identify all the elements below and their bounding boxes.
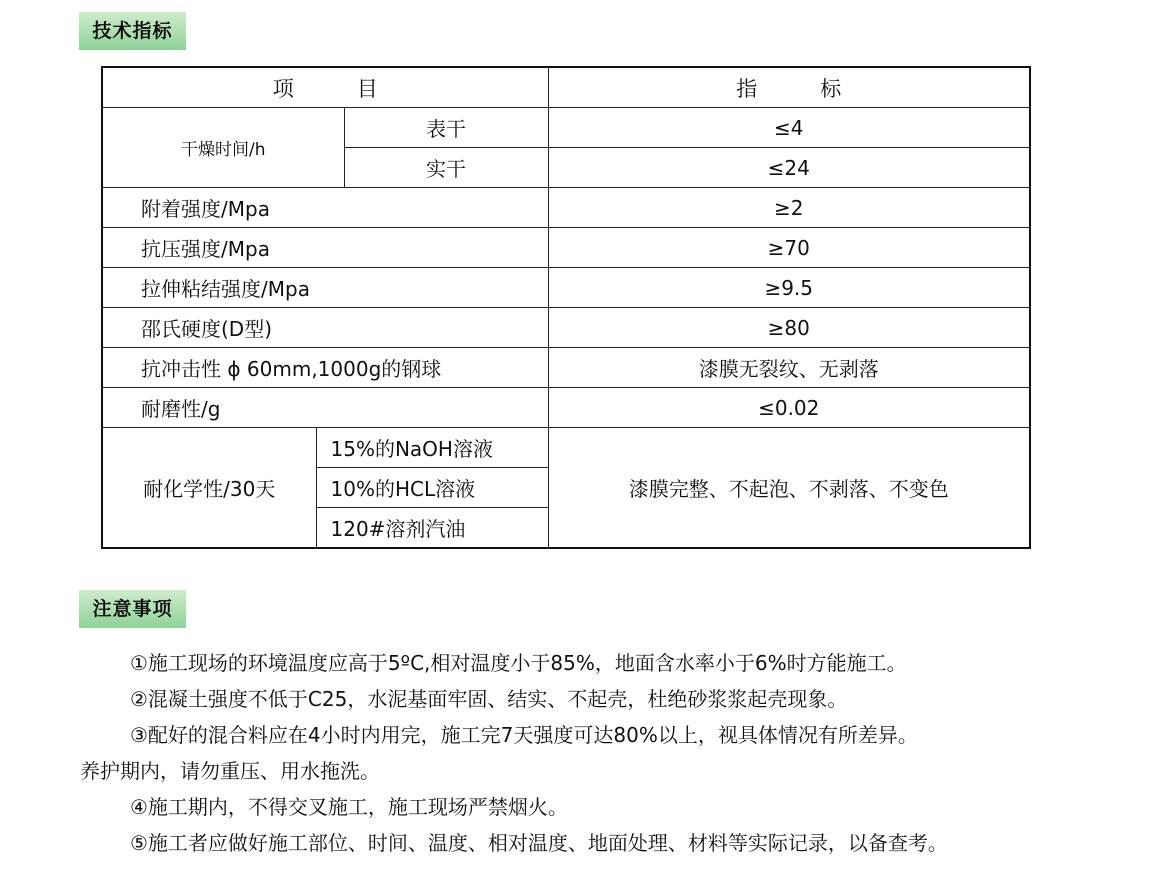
note-item: ⑤施工者应做好施工部位、时间、温度、相对温度、地面处理、材料等实际记录，以备查考。 <box>130 831 948 855</box>
table-row <box>102 348 1030 388</box>
chemical-sub: 15%的NaOH溶液 <box>316 428 548 468</box>
row-item: 邵氏硬度(D型) <box>102 308 548 348</box>
note-item: ②混凝土强度不低于C25，水泥基面牢固、结实、不起壳，杜绝砂浆浆起壳现象。 <box>130 687 848 711</box>
header-item: 项 目 <box>102 67 548 108</box>
note-item: ④施工期内，不得交叉施工，施工现场严禁烟火。 <box>130 795 568 819</box>
row-item: 耐磨性/g <box>102 388 548 428</box>
chemical-label: 耐化学性/30天 <box>102 428 316 549</box>
table-row <box>102 428 1030 468</box>
header-value: 指 标 <box>548 67 1030 108</box>
chemical-sub: 120#溶剂汽油 <box>316 508 548 549</box>
drying-value-hard: ≤24 <box>548 148 1030 188</box>
drying-sub-hard: 实干 <box>344 148 548 188</box>
row-value: ≥2 <box>548 188 1030 228</box>
drying-sub-surface: 表干 <box>344 108 548 148</box>
table-row <box>102 268 1030 308</box>
row-value: ≤0.02 <box>548 388 1030 428</box>
row-value: ≥9.5 <box>548 268 1030 308</box>
note-item-continued: 养护期内，请勿重压、用水拖洗。 <box>80 759 380 783</box>
row-value: 漆膜无裂纹、无剥落 <box>548 348 1030 388</box>
drying-time-label: 干燥时间/h <box>102 108 344 188</box>
note-item: ①施工现场的环境温度应高于5ºC,相对温度小于85%，地面含水率小于6%时方能施工。 <box>130 651 907 675</box>
note-item: ③配好的混合料应在4小时内用完，施工完7天强度可达80%以上，视具体情况有所差异。 <box>130 723 918 747</box>
chemical-sub: 10%的HCL溶液 <box>316 468 548 508</box>
notes-list <box>80 645 1140 861</box>
row-value: ≥80 <box>548 308 1030 348</box>
notes-section-title: 注意事项 <box>79 590 186 628</box>
row-item: 附着强度/Mpa <box>102 188 548 228</box>
table-row <box>102 228 1030 268</box>
row-item: 抗冲击性 ϕ 60mm,1000g的钢球 <box>102 348 548 388</box>
spec-table <box>101 66 1031 549</box>
table-row <box>102 108 1030 148</box>
row-item: 抗压强度/Mpa <box>102 228 548 268</box>
drying-value-surface: ≤4 <box>548 108 1030 148</box>
chemical-value: 漆膜完整、不起泡、不剥落、不变色 <box>548 428 1030 549</box>
table-row <box>102 188 1030 228</box>
table-header-row <box>102 67 1030 108</box>
table-row <box>102 388 1030 428</box>
spec-section-title: 技术指标 <box>79 12 186 50</box>
row-item: 拉伸粘结强度/Mpa <box>102 268 548 308</box>
row-value: ≥70 <box>548 228 1030 268</box>
table-row <box>102 308 1030 348</box>
